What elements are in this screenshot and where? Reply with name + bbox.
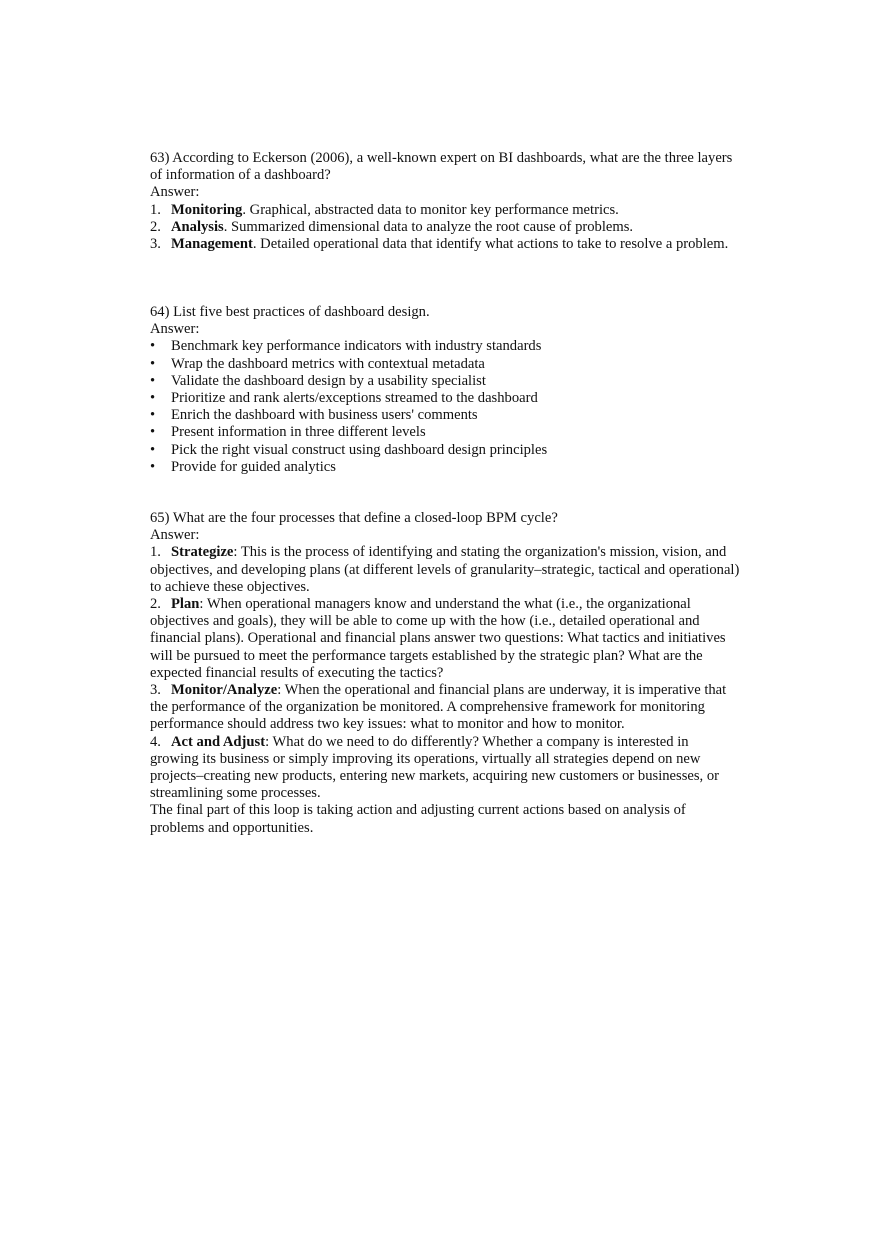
item-number: 3. xyxy=(150,236,161,253)
numbered-item xyxy=(150,682,740,734)
item-term: Management xyxy=(171,236,253,253)
list-item-text: Wrap the dashboard metrics with contextual metadata xyxy=(171,355,485,372)
item-text: : When operational managers know and understand the what (i.e., the organizational objectives and goals), they will be able to come up with the how (i.e., detailed operational and financial plans). Operational and financial plans answer two questions: What tactics and initiatives will be pursued to meet the performance targets established by the strategic plan? What are the expected financial results of executing the tactics? xyxy=(150,596,726,681)
numbered-item xyxy=(150,202,740,219)
bullet-icon: • xyxy=(150,355,156,372)
item-term: Strategize xyxy=(171,544,234,561)
list-item xyxy=(150,442,740,459)
list-item xyxy=(150,390,740,407)
list-item-text: Pick the right visual construct using dashboard design principles xyxy=(171,441,548,458)
bullet-icon: • xyxy=(150,441,156,458)
question-63 xyxy=(150,150,740,253)
item-text: . Detailed operational data that identify what actions to take to resolve a problem. xyxy=(252,236,729,253)
bullet-icon: • xyxy=(150,390,156,407)
item-number: 3. xyxy=(150,682,161,699)
question-64 xyxy=(150,304,740,476)
item-text: : When the operational and financial plans are underway, it is imperative that the performance of the organization be monitored. A comprehensive framework for monitoring performance should address two key issues: what to monitor and how to monitor. xyxy=(150,682,727,733)
item-number: 1. xyxy=(150,544,161,561)
list-item xyxy=(150,407,740,424)
item-term: Monitoring xyxy=(171,201,243,218)
list-item xyxy=(150,338,740,355)
item-number: 1. xyxy=(150,201,161,218)
answer-label: Answer: xyxy=(150,321,200,338)
bullet-icon: • xyxy=(150,458,156,475)
closing-paragraph: The final part of this loop is taking action and adjusting current actions based on analysis of problems and opportunities. xyxy=(150,802,686,836)
answer-label: Answer: xyxy=(150,527,200,544)
bullet-icon: • xyxy=(150,407,156,424)
item-text: : This is the process of identifying and stating the organization's mission, vision, and objectives, and developing plans (at different levels of granularity–strategic, tactical and operational) to achieve these objectives. xyxy=(150,544,740,595)
item-number: 2. xyxy=(150,218,161,235)
item-text: : What do we need to do differently? Whether a company is interested in growing its business or simply improving its operations, virtually all strategies depend on new projects–creating new products, entering new markets, acquiring new customers or businesses, or streamlining some processes. xyxy=(150,733,719,802)
numbered-item xyxy=(150,219,740,236)
question-64-text: 64) List five best practices of dashboard design. xyxy=(150,304,430,320)
list-item xyxy=(150,356,740,373)
numbered-item xyxy=(150,734,740,803)
item-term: Analysis xyxy=(171,218,224,235)
list-item-text: Validate the dashboard design by a usability specialist xyxy=(171,372,486,389)
list-item xyxy=(150,424,740,441)
bullet-icon: • xyxy=(150,338,156,355)
list-item-text: Benchmark key performance indicators with industry standards xyxy=(171,338,542,355)
list-item-text: Present information in three different levels xyxy=(171,424,426,441)
list-item-text: Prioritize and rank alerts/exceptions streamed to the dashboard xyxy=(171,390,538,407)
item-text: . Summarized dimensional data to analyze the root cause of problems. xyxy=(223,218,634,235)
item-text: . Graphical, abstracted data to monitor key performance metrics. xyxy=(242,201,619,218)
item-number: 4. xyxy=(150,733,161,750)
numbered-item xyxy=(150,596,740,682)
list-item-text: Enrich the dashboard with business users' comments xyxy=(171,407,478,424)
item-term: Monitor/Analyze xyxy=(171,682,278,699)
item-number: 2. xyxy=(150,596,161,613)
list-item-text: Provide for guided analytics xyxy=(171,458,336,475)
question-63-text: 63) According to Eckerson (2006), a well-known expert on BI dashboards, what are the three layers of information of a dashboard? xyxy=(150,150,733,184)
bullet-icon: • xyxy=(150,424,156,441)
item-term: Plan xyxy=(171,596,200,613)
bullet-icon: • xyxy=(150,372,156,389)
list-item xyxy=(150,459,740,476)
numbered-item xyxy=(150,544,740,596)
question-65 xyxy=(150,510,740,837)
bullet-list xyxy=(150,338,740,476)
question-65-text: 65) What are the four processes that define a closed-loop BPM cycle? xyxy=(150,510,558,526)
item-term: Act and Adjust xyxy=(171,733,266,750)
list-item xyxy=(150,373,740,390)
numbered-item xyxy=(150,236,740,253)
answer-label: Answer: xyxy=(150,184,200,201)
